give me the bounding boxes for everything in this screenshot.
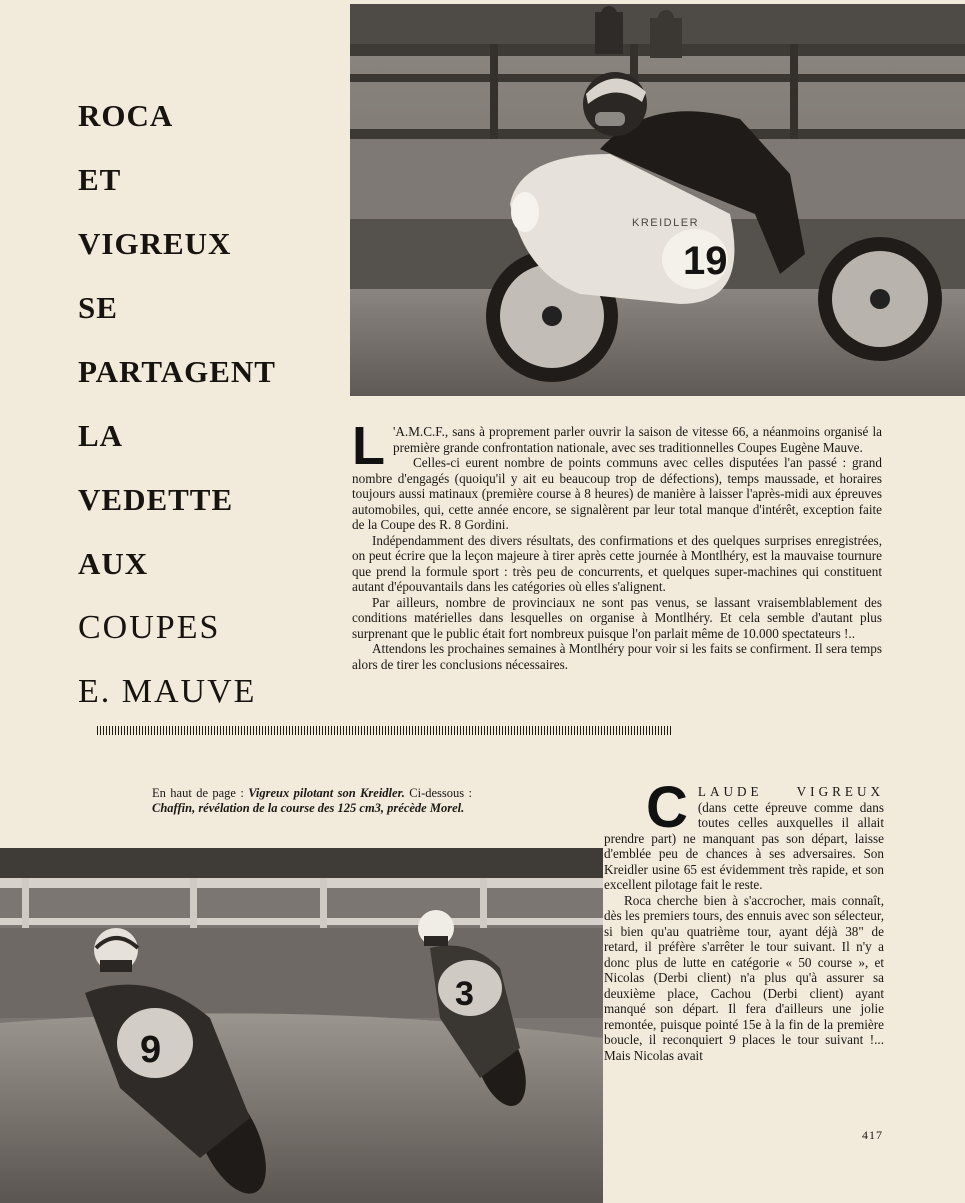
dropcap-c: C <box>646 775 688 840</box>
top-photo-fairing-text: KREIDLER <box>632 217 700 229</box>
headline-word: VEDETTE <box>78 482 234 517</box>
article-paragraph <box>604 775 884 893</box>
headline-word: ET <box>78 162 122 197</box>
photo-caption <box>152 786 472 816</box>
page-number: 417 <box>862 1128 883 1142</box>
top-photo-number-plate: 19 <box>683 239 728 283</box>
caption-photo2: Chaffin, révélation de la course des 125 cm3, précède Morel. <box>152 801 465 815</box>
caption-prefix: En haut de page : <box>152 786 249 800</box>
headline-word: SE <box>78 290 118 325</box>
dropcap-l: L <box>352 416 385 476</box>
headline-word: COUPES <box>78 609 221 646</box>
article-first-caps: LAUDE VIGREUX <box>697 784 884 799</box>
article-intro <box>352 416 882 672</box>
top-race-photo <box>350 4 965 396</box>
headline <box>78 88 338 728</box>
article-paragraph: Indépendamment des divers résultats, des confirmations et des quelques surprises enregistrées, on peut écrire que la leçon majeure à tirer après cette journée à Montlhéry, est la mauvaise tournure que prend la formule sport : très peu de concurrents, et quelques super-machines qui constituent autant d'épouvantails dans les catégories où elles s'alignent. <box>352 532 882 594</box>
article-paragraph <box>352 416 882 476</box>
top-photo-illustration <box>350 4 965 396</box>
article-race-report <box>604 775 884 1063</box>
headline-word: PARTAGENT <box>78 354 276 389</box>
article-paragraph: Par ailleurs, nombre de provinciaux ne sont pas venus, se lassant vraisemblablement des conditions matérielles dans lesquelles on organise à Montlhéry. Et cela semble d'autant plus surprenant que le public était fort nombreux puisque l'on parlait même de 10.000 spectateurs !.. <box>352 594 882 641</box>
headline-word: LA <box>78 418 124 453</box>
article-paragraph: Celles-ci eurent nombre de points communs avec celles disputées l'an passé : grand nombre d'engagés (quoiqu'il y ait eu beaucoup trop de défections), temps maussade, et horaires toujours aussi matinaux (première course à 8 heures) de manière à laisser l'après-midi aux épreuves automobiles, qui, cette année encore, se signalèrent par leur total manque d'intérêt, exception faite de la Coupe des R. 8 Gordini. <box>352 455 882 532</box>
article-paragraph: Roca cherche bien à s'accrocher, mais connaît, dès les premiers tours, des ennuis avec son sélecteur, si bien qu'au quatrième tour, ayant déjà 38" de retard, il préfère s'arrêter le tour suivant. Il n'y a donc plus de lutte en catégorie « 50 course », et Nicolas (Derbi client) n'a plus qu'à assurer sa deuxième place, Cachou (Derbi client) ayant manqué son départ. Il fera d'ailleurs une jolie remontée, puisque pointé 15e à la fin de la première boucle, il reconquiert 9 places le tour suivant !... Mais Nicolas avait <box>604 892 884 1063</box>
headline-word: VIGREUX <box>78 226 232 261</box>
headline-word: E. MAUVE <box>78 673 257 710</box>
headline-word: ROCA <box>78 98 174 133</box>
caption-photo1: Vigreux pilotant son Kreidler. <box>248 786 405 800</box>
article-paragraph-text: (dans cette épreuve comme dans toutes celles auxquelles il allait prendre part) ne manquant pas son départ, laisse d'emblée peu de chances à ses adversaires. Son Kreidler usine 65 est évidemment très rapide, et son excellent pilotage fait le reste. <box>604 799 884 892</box>
bottom-race-photo <box>0 848 603 1203</box>
rider-left-number: 9 <box>140 1029 162 1071</box>
article-paragraph-text: 'A.M.C.F., sans à proprement parler ouvrir la saison de vitesse 66, a néanmoins organisé la première grande confrontation nationale, avec ses traditionnelles Coupes Eugène Mauve. <box>393 424 882 455</box>
caption-middle: Ci-dessous : <box>404 786 472 800</box>
bottom-photo-illustration <box>0 848 603 1203</box>
headline-word: AUX <box>78 546 149 581</box>
article-paragraph: Attendons les prochaines semaines à Montlhéry pour voir si les faits se confirment. Il sera temps alors de tirer les conclusions nécessaires. <box>352 641 882 672</box>
decorative-rule <box>97 726 672 735</box>
rider-right-number: 3 <box>455 975 474 1013</box>
